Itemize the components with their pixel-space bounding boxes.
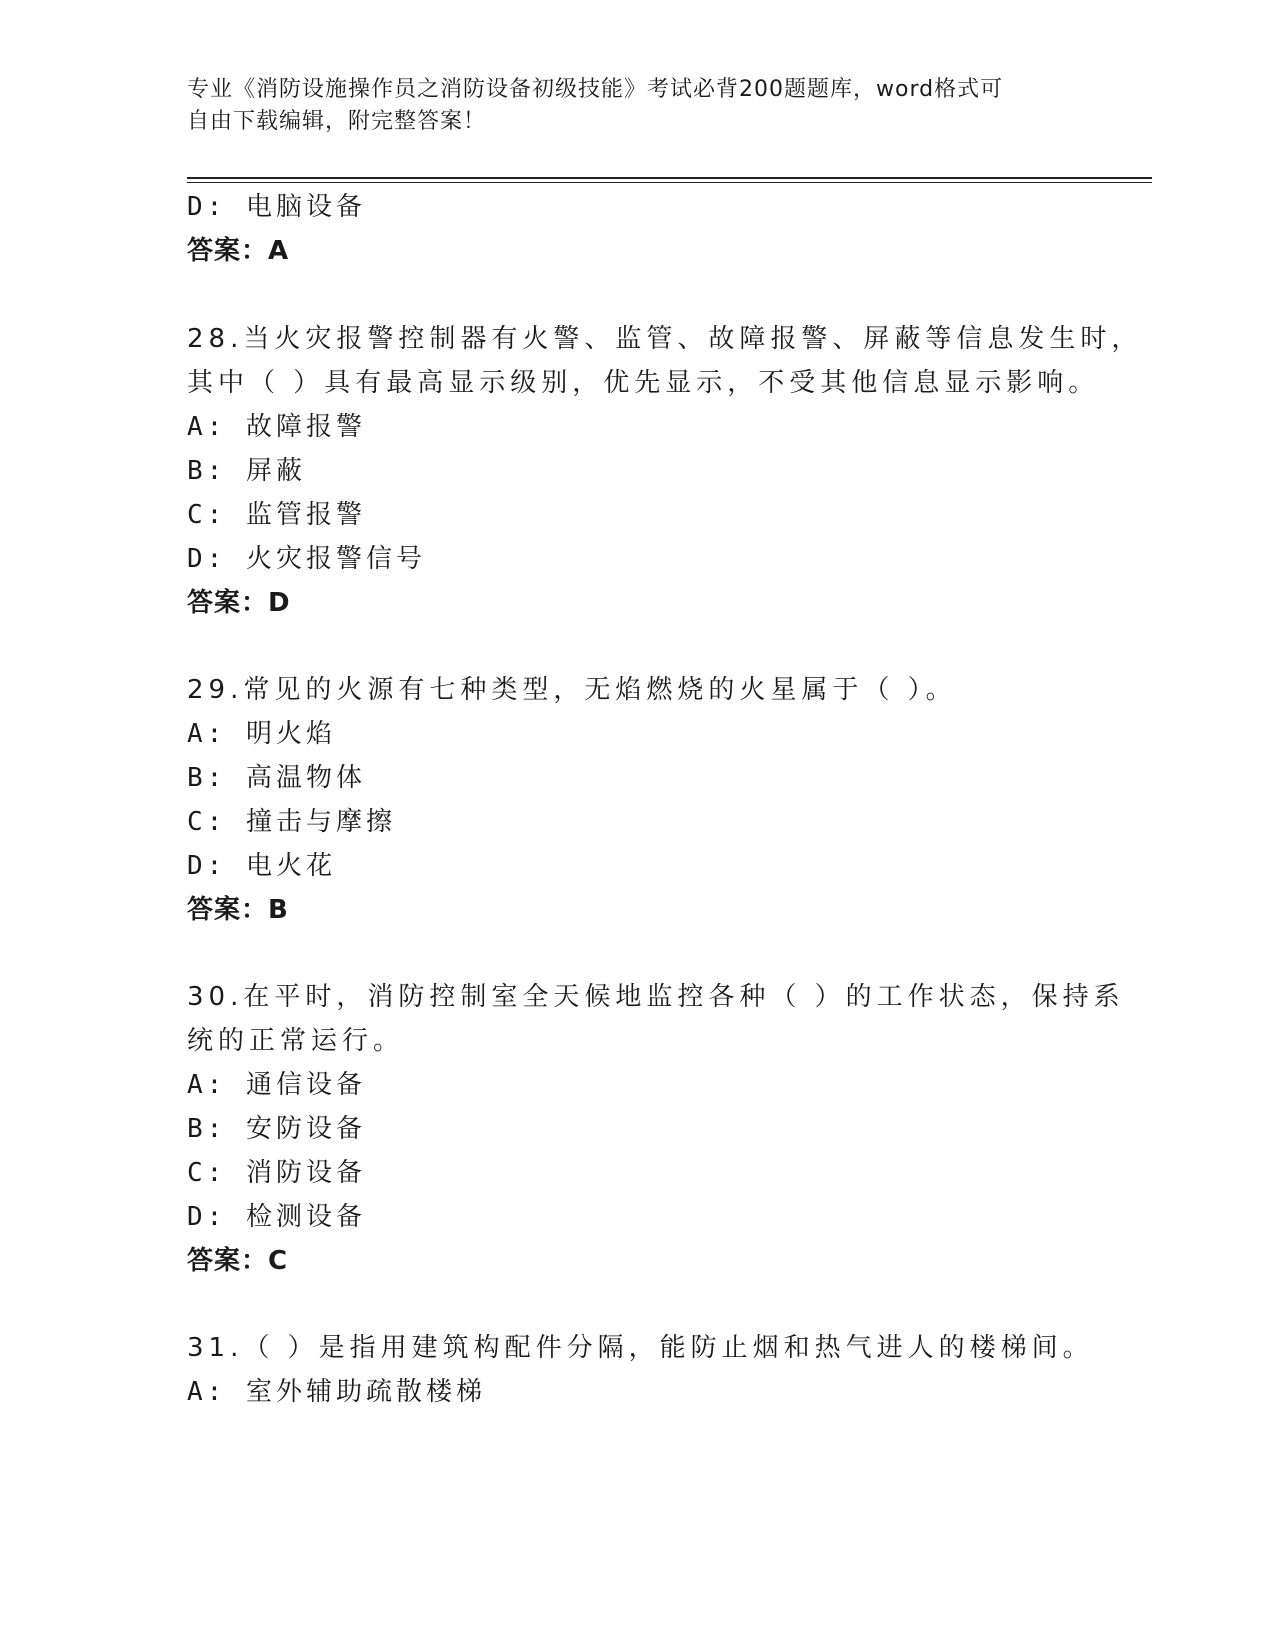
question-30-option-d: D: 检测设备	[187, 1202, 366, 1232]
question-30-option-a: A: 通信设备	[187, 1070, 366, 1100]
question-30-answer: 答案：C	[187, 1246, 289, 1276]
question-30-option-c: C: 消防设备	[187, 1158, 366, 1188]
question-29-stem: 29.常见的火源有七种类型，无焰燃烧的火星属于（ ）。	[187, 675, 957, 705]
question-30-stem-line-2: 统的正常运行。	[187, 1026, 405, 1056]
header-line-1: 专业《消防设施操作员之消防设备初级技能》考试必背200题题库，word格式可	[187, 77, 1004, 102]
question-29-option-b: B: 高温物体	[187, 763, 366, 793]
question-29-option-c: C: 撞击与摩擦	[187, 807, 396, 837]
option-d: D: 电脑设备	[187, 192, 366, 222]
header-divider-thick	[187, 177, 1152, 179]
header-divider-thin	[187, 182, 1152, 183]
answer-line: 答案：A	[187, 236, 290, 266]
question-30-stem-line-1: 30.在平时，消防控制室全天候地监控各种（ ）的工作状态，保持系	[187, 982, 1125, 1012]
question-28-answer: 答案：D	[187, 588, 291, 618]
question-29-answer: 答案：B	[187, 895, 289, 925]
question-28-stem-line-2: 其中（ ）具有最高显示级别，优先显示，不受其他信息显示影响。	[187, 368, 1100, 398]
question-29-option-d: D: 电火花	[187, 851, 336, 881]
question-31-option-a: A: 室外辅助疏散楼梯	[187, 1377, 486, 1407]
question-28-stem-line-1: 28.当火灾报警控制器有火警、监管、故障报警、屏蔽等信息发生时，	[187, 324, 1143, 354]
question-31-stem: 31.（ ）是指用建筑构配件分隔，能防止烟和热气进人的楼梯间。	[187, 1333, 1094, 1363]
question-29-option-a: A: 明火焰	[187, 719, 336, 749]
question-30-option-b: B: 安防设备	[187, 1114, 366, 1144]
question-28-option-a: A: 故障报警	[187, 412, 366, 442]
question-28-option-c: C: 监管报警	[187, 500, 366, 530]
question-28-option-b: B: 屏蔽	[187, 456, 306, 486]
question-28-option-d: D: 火灾报警信号	[187, 544, 426, 574]
document-header	[187, 74, 1067, 138]
header-line-2: 自由下载编辑，附完整答案！	[187, 109, 487, 134]
